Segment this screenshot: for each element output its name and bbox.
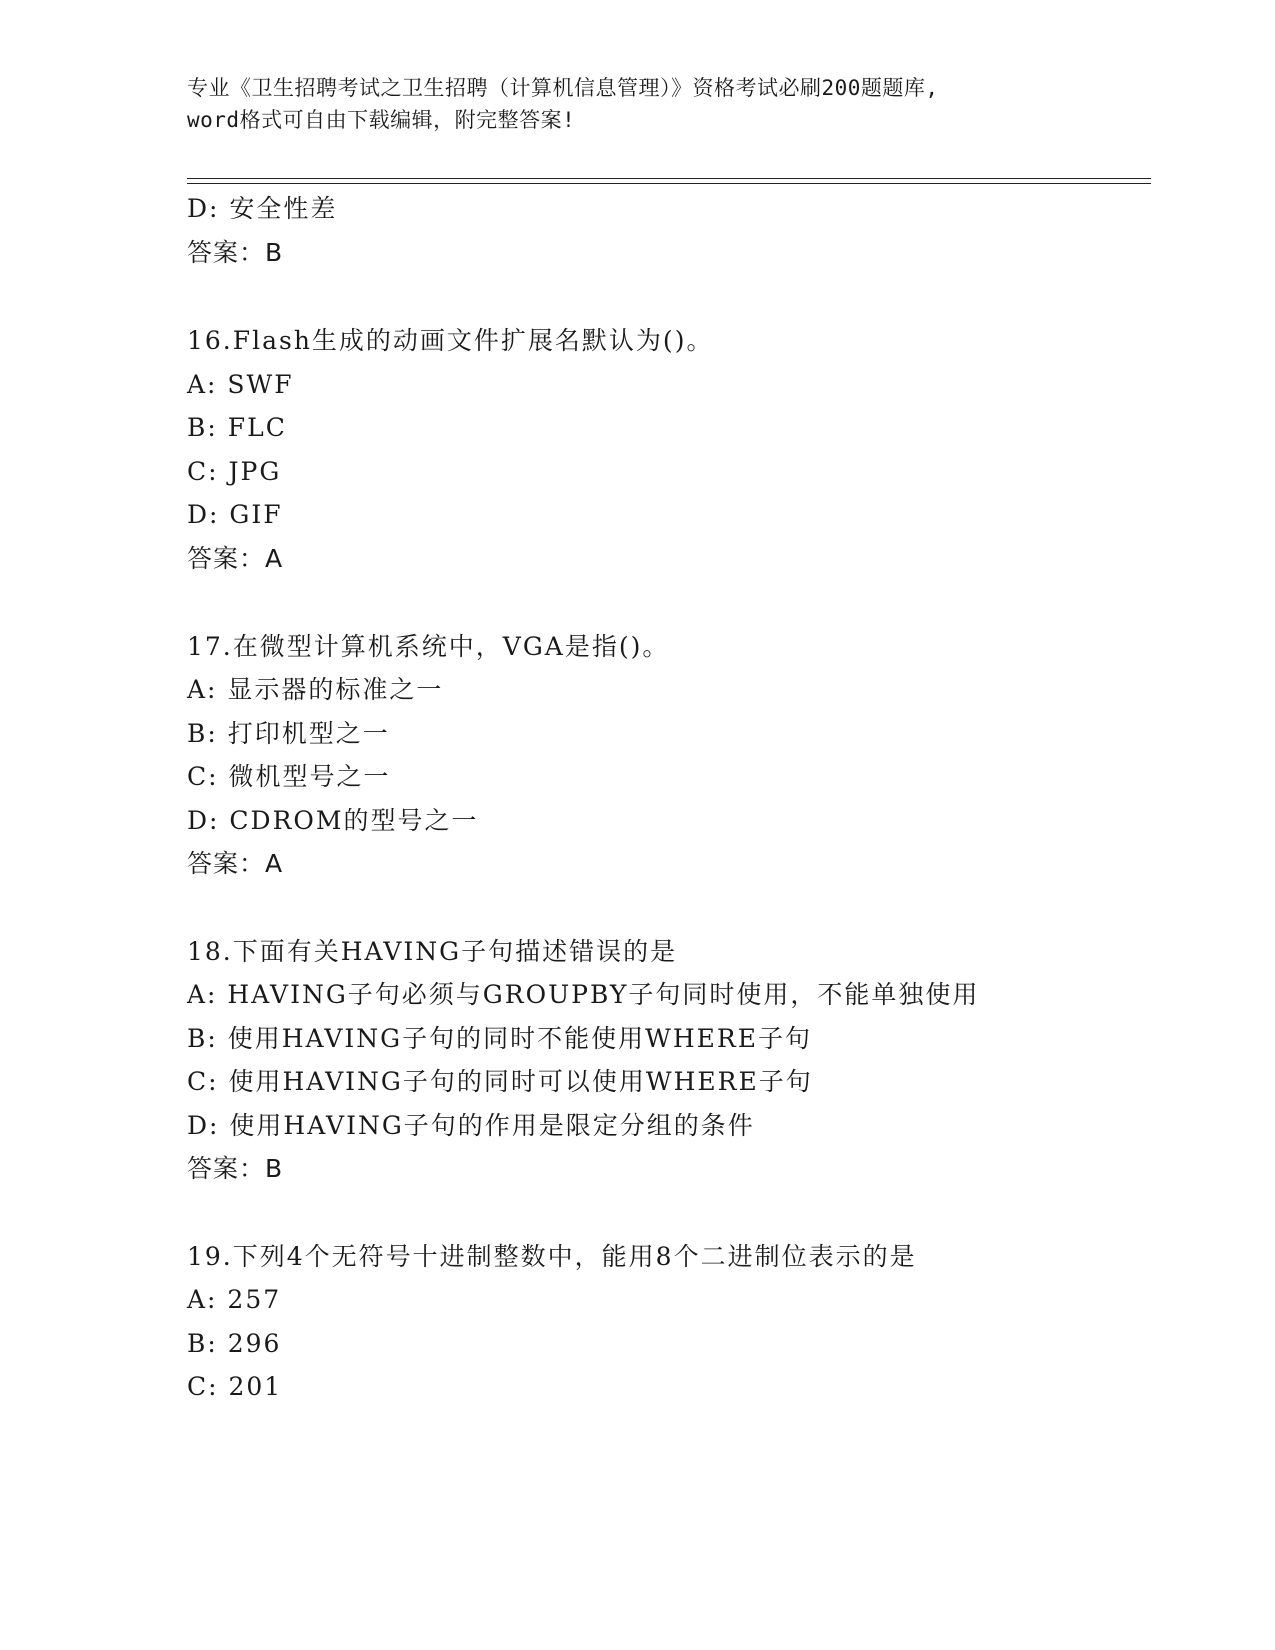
question-16-option-b: B: FLC — [187, 413, 287, 442]
question-18-stem: 18.下面有关HAVING子句描述错误的是 — [187, 937, 678, 966]
prev-option-d: D: 安全性差 — [187, 194, 338, 223]
question-19-option-c: C: 201 — [187, 1372, 283, 1401]
question-16-stem: 16.Flash生成的动画文件扩展名默认为()。 — [187, 326, 714, 355]
question-19-option-a: A: 257 — [187, 1285, 282, 1314]
question-17-option-a: A: 显示器的标准之一 — [187, 675, 444, 704]
question-19-option-b: B: 296 — [187, 1329, 282, 1358]
question-17-answer: 答案：A — [187, 849, 284, 878]
question-16-option-d: D: GIF — [187, 500, 283, 529]
question-17-option-b: B: 打印机型之一 — [187, 719, 390, 748]
header-line-2: word格式可自由下载编辑，附完整答案! — [187, 108, 576, 132]
question-16-option-c: C: JPG — [187, 457, 282, 486]
question-17-option-d: D: CDROM的型号之一 — [187, 806, 479, 835]
question-16-answer: 答案：A — [187, 544, 284, 573]
header-rule-bottom — [187, 183, 1151, 184]
prev-answer: 答案：B — [187, 238, 284, 267]
question-18-option-b: B: 使用HAVING子句的同时不能使用WHERE子句 — [187, 1024, 812, 1053]
document-header — [187, 72, 1087, 136]
question-18-option-c: C: 使用HAVING子句的同时可以使用WHERE子句 — [187, 1067, 813, 1096]
question-18-option-d: D: 使用HAVING子句的作用是限定分组的条件 — [187, 1111, 755, 1140]
question-18-answer: 答案：B — [187, 1154, 284, 1183]
question-16-option-a: A: SWF — [187, 370, 294, 399]
question-19-stem: 19.下列4个无符号十进制整数中，能用8个二进制位表示的是 — [187, 1242, 917, 1271]
header-line-1: 专业《卫生招聘考试之卫生招聘（计算机信息管理）》资格考试必刷200题题库, — [187, 76, 939, 100]
header-rule-top — [187, 178, 1151, 179]
question-17-option-c: C: 微机型号之一 — [187, 762, 391, 791]
question-17-stem: 17.在微型计算机系统中，VGA是指()。 — [187, 632, 670, 661]
question-18-option-a: A: HAVING子句必须与GROUPBY子句同时使用，不能单独使用 — [187, 980, 980, 1009]
